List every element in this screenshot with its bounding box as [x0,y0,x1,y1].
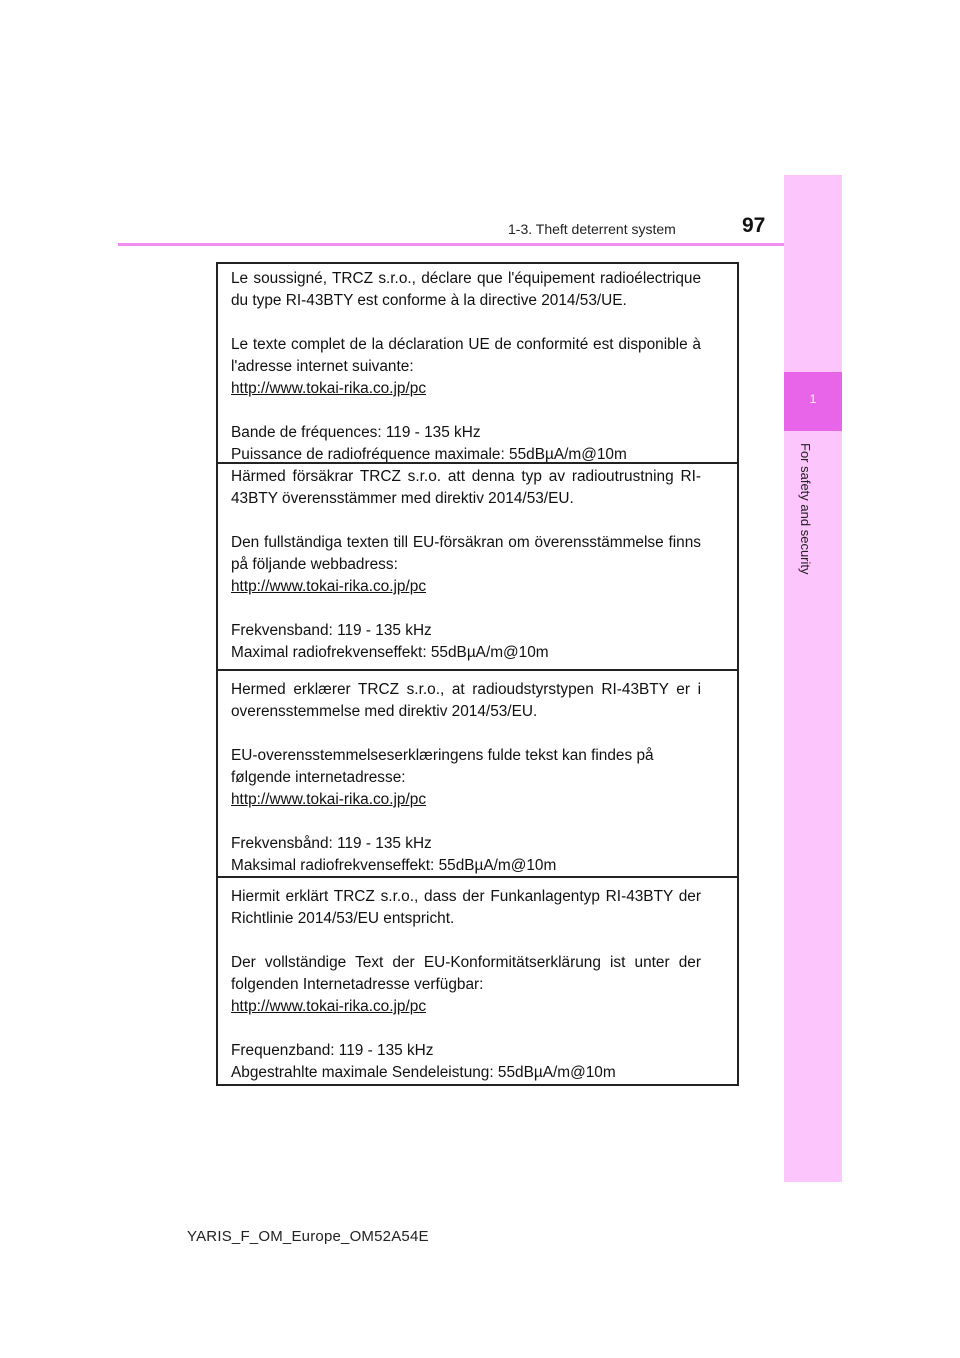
declaration-statement: Le soussigné, TRCZ s.r.o., déclare que l'équipement radioélectrique du type RI-43BTY est conforme à la directive 2014/53/UE. [231,270,701,309]
side-tab-label: For safety and security [798,443,813,575]
declaration-panel-da [218,669,737,876]
declaration-statement: Härmed försäkrar TRCZ s.r.o. att denna typ av radioutrustning RI-43BTY överensstämmer med direktiv 2014/53/EU. [231,468,701,507]
declaration-power: Puissance de radiofréquence maximale: 55dBµA/m@10m [231,446,627,463]
declaration-frequency: Frekvensbånd: 119 - 135 kHz [231,835,432,852]
page-number: 97 [742,214,766,237]
declaration-power: Maksimal radiofrekvenseffekt: 55dBµA/m@10m [231,857,557,874]
declaration-statement: Hermed erklærer TRCZ s.r.o., at radioudstyrstypen RI-43BTY er i overensstemmelse med direktiv 2014/53/EU. [231,681,701,720]
declaration-power: Maximal radiofrekvenseffekt: 55dBµA/m@10m [231,644,549,661]
declaration-link[interactable]: http://www.tokai-rika.co.jp/pc [231,998,427,1015]
declaration-frequency: Frekvensband: 119 - 135 kHz [231,622,432,639]
declaration-panel-fr [218,268,737,462]
declaration-availability: EU-overensstemmelseserklæringens fulde tekst kan findes på følgende internetadresse: [231,747,654,786]
footer-document-code: YARIS_F_OM_Europe_OM52A54E [187,1228,429,1245]
declaration-link[interactable]: http://www.tokai-rika.co.jp/pc [231,578,427,595]
declaration-panel-sv [218,462,737,669]
declaration-availability: Den fullständiga texten till EU-försäkran om överensstämmelse finns på följande webbadress: [231,534,701,573]
side-strip [784,175,842,1182]
declaration-statement: Hiermit erklärt TRCZ s.r.o., dass der Funkanlagentyp RI-43BTY der Richtlinie 2014/53/EU entspricht. [231,888,701,927]
declaration-link[interactable]: http://www.tokai-rika.co.jp/pc [231,791,427,808]
declaration-availability: Le texte complet de la déclaration UE de conformité est disponible à l'adresse internet suivante: [231,336,701,375]
declaration-frequency: Frequenzband: 119 - 135 kHz [231,1042,434,1059]
declaration-power: Abgestrahlte maximale Sendeleistung: 55dBµA/m@10m [231,1064,616,1081]
declaration-link[interactable]: http://www.tokai-rika.co.jp/pc [231,380,427,397]
declaration-availability: Der vollständige Text der EU-Konformitätserklärung ist unter der folgenden Internetadresse verfügbar: [231,954,701,993]
declaration-panel-de [218,876,737,1084]
header-title: 1-3. Theft deterrent system [508,221,676,237]
declaration-frequency: Bande de fréquences: 119 - 135 kHz [231,424,481,441]
declaration-box [216,262,739,1086]
side-tab-number: 1 [809,392,817,406]
header-rule [118,243,842,246]
